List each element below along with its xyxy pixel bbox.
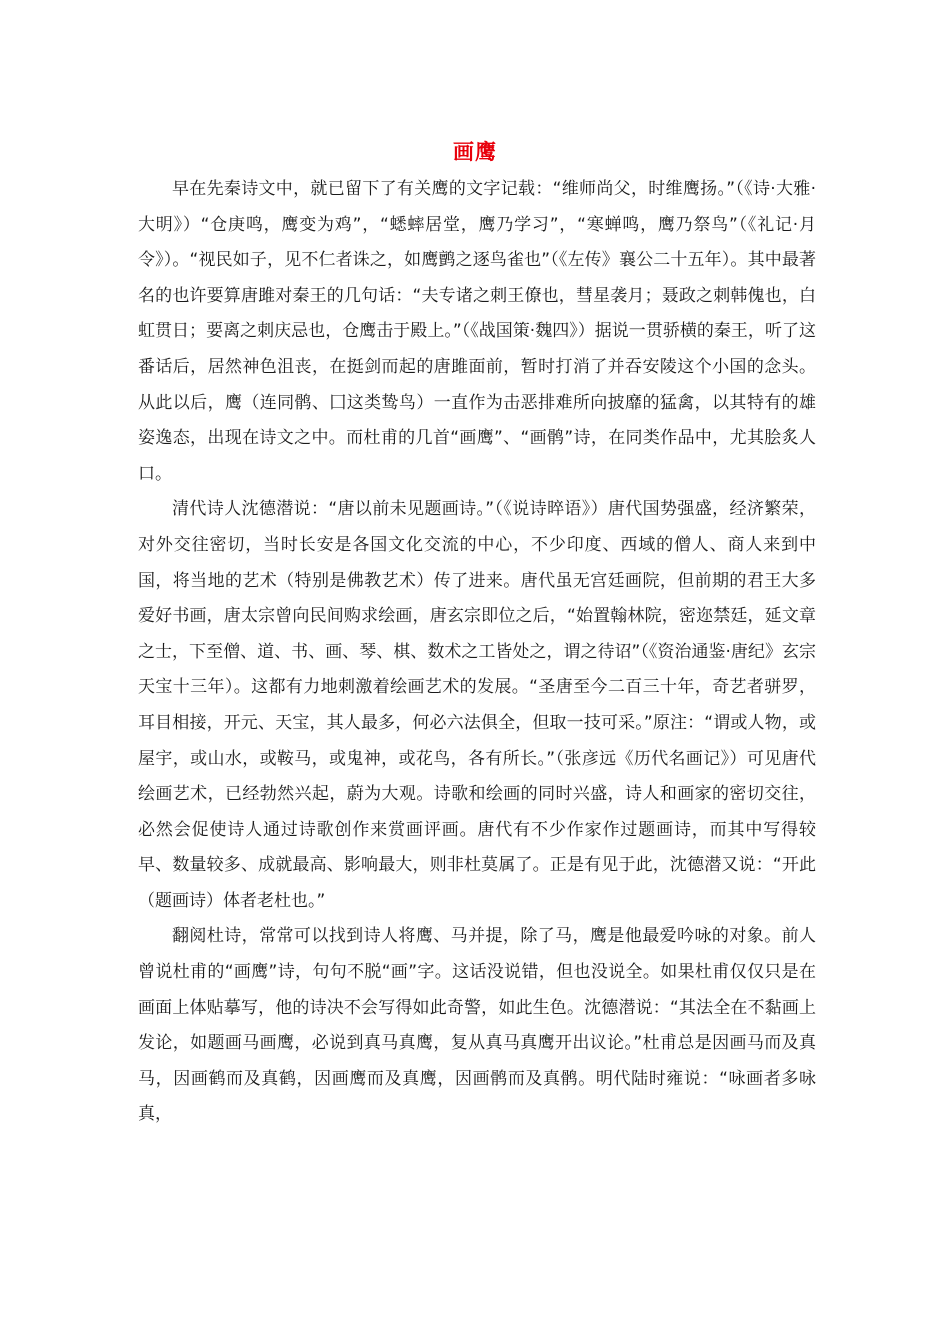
document-body: [138, 172, 816, 1133]
document-title: 画鹰: [453, 140, 497, 165]
paragraph: 翻阅杜诗，常常可以找到诗人将鹰、马并提，除了马，鹰是他最爱吟咏的对象。前人曾说杜甫的“画鹰”诗，句句不脱“画”字。这话没说错，但也没说全。如果杜甫仅仅只是在画面上体贴摹写，他的诗决不会写得如此奇警，如此生色。沈德潜说：“其法全在不黏画上发论，如题画马画鹰，必说到真马真鹰，复从真马真鹰开出议论。”杜甫总是因画马而及真马，因画鹤而及真鹤，因画鹰而及真鹰，因画鹘而及真鹘。明代陆时雍说：“咏画者多咏真，: [138, 926, 816, 1125]
paragraph: 早在先秦诗文中，就已留下了有关鹰的文字记载：“维师尚父，时维鹰扬。”（《诗·大雅·大明》）“仓庚鸣，鹰变为鸡”，“蟋蟀居堂，鹰乃学习”，“寒蝉鸣，鹰乃祭鸟”（《礼记·月令》）。“视民如子，见不仁者诛之，如鹰鹯之逐鸟雀也”（《左传》襄公二十五年）。其中最著名的也许要算唐雎对秦王的几句话：“夫专诸之刺王僚也，彗星袭月；聂政之刺韩傀也，白虹贯日；要离之刺庆忌也，仓鹰击于殿上。”（《战国策·魏四》）据说一贯骄横的秦王，听了这番话后，居然神色沮丧，在挺剑而起的唐雎面前，暂时打消了并吞安陵这个小国的念头。从此以后，鹰（连同鹘、囗这类鸷鸟）一直作为击恶排难所向披靡的猛禽，以其特有的雄姿逸态，出现在诗文之中。而杜甫的几首“画鹰”、“画鹘”诗，在同类作品中，尤其脍炙人口。: [138, 179, 816, 484]
paragraph: 清代诗人沈德潜说：“唐以前未见题画诗。”（《说诗晬语》）唐代国势强盛，经济繁荣，对外交往密切，当时长安是各国文化交流的中心，不少印度、西域的僧人、商人来到中国，将当地的艺术（特别是佛教艺术）传了进来。唐代虽无宫廷画院，但前期的君王大多爱好书画，唐太宗曾向民间购求绘画，唐玄宗即位之后，“始置翰林院，密迩禁廷，延文章之士，下至僧、道、书、画、琴、棋、数术之工皆处之，谓之待诏”（《资治通鉴·唐纪》玄宗天宝十三年）。这都有力地刺激着绘画艺术的发展。“圣唐至今二百三十年，奇艺者骈罗，耳目相接，开元、天宝，其人最多，何必六法俱全，但取一技可采。”原注：“谓或人物，或屋宇，或山水，或鞍马，或鬼神，或花鸟，各有所长。”（张彦远《历代名画记》）可见唐代绘画艺术，已经勃然兴起，蔚为大观。诗歌和绘画的同时兴盛，诗人和画家的密切交往，必然会促使诗人通过诗歌创作来赏画评画。唐代有不少作家作过题画诗，而其中写得较早、数量较多、成就最高、影响最大，则非杜莫属了。正是有见于此，沈德潜又说：“开此（题画诗）体者老杜也。”: [138, 499, 816, 911]
